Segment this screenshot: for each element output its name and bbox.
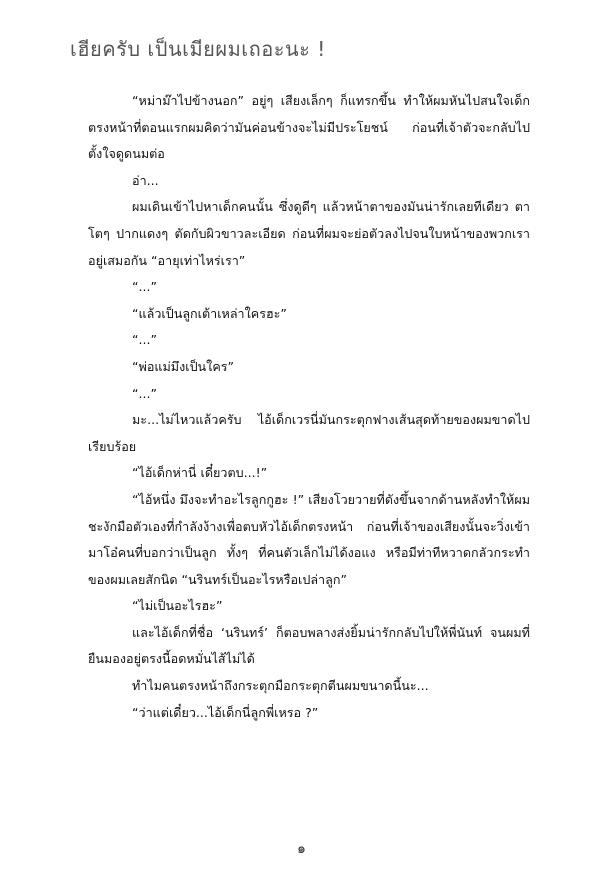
- paragraph: ผมเดินเข้าไปหาเด็กคนนั้น ซึ่งดูดีๆ แล้วหน้าตาของมันน่ารักเลยทีเดียว ตาโตๆ ปากแดงๆ ตัดกับผิวขาวละเอียด ก่อนที่ผมจะย่อตัวลงไปจนใบหน้าของพวกเราอยู่เสมอกัน “อายุเท่าไหร่เรา”: [88, 199, 530, 268]
- page-number: ๑: [297, 841, 306, 857]
- paragraph: “ไอ้เด็กห่านี่ เดี๋ยวตบ...!”: [132, 465, 268, 481]
- paragraph: “แล้วเป็นลูกเต้าเหล่าใครฮะ”: [132, 305, 287, 321]
- running-header: เฮียครับ เป็นเมียผมเถอะนะ !: [70, 37, 326, 61]
- paragraph: “ว่าแต่เดี๋ยว...ไอ้เด็กนี่ลูกพี่เหรอ ?”: [132, 704, 319, 720]
- paragraph: มะ...ไม่ไหวแล้วครับ ไอ้เด็กเวรนี่มันกระตุกฟางเส้นสุดท้ายของผมขาดไปเรียบร้อย: [88, 412, 530, 454]
- paragraph: อ่า...: [132, 172, 159, 188]
- paragraph: “...”: [132, 385, 158, 401]
- body-text: [88, 88, 530, 726]
- paragraph: “...”: [132, 279, 158, 295]
- paragraph: “...”: [132, 332, 158, 348]
- paragraph: “ไอ้หนึ่ง มึงจะทำอะไรลูกกูฮะ !” เสียงโวยวายที่ดังขึ้นจากด้านหลังทำให้ผมชะงักมือตัวเองที่กำลังง้างเพื่อตบหัวไอ้เด็กตรงหน้า ก่อนที่เจ้าของเสียงนั้นจะวิ่งเข้ามาโอ๋คนที่บอกว่าเป็นลูก ทั้งๆ ที่คนตัวเล็กไม่ได้งอแง หรือมีท่าทีหวาดกลัวกระทำของผมเลยสักนิด “นรินทร์เป็นอะไรหรือเปล่าลูก”: [88, 491, 530, 587]
- paragraph: “ไม่เป็นอะไรฮะ”: [132, 598, 223, 614]
- paragraph: “พ่อแม่มึงเป็นใคร”: [132, 358, 235, 374]
- paragraph: และไอ้เด็กที่ชื่อ ‘นรินทร์’ ก็ตอบพลางส่งยิ้มน่ารักกลับไปให้พี่นันท์ จนผมที่ยืนมองอยู่ตรงนี้อดหมั่นไส้ไม่ได้: [88, 624, 530, 667]
- paragraph: “หม่าม๊าไปข้างนอก” อยู่ๆ เสียงเล็กๆ ก็แทรกขึ้น ทำให้ผมหันไปสนใจเด็กตรงหน้าที่ตอนแรกผมคิดว่ามันค่อนข้างจะไม่มีประโยชน์ ก่อนที่เจ้าตัวจะกลับไปตั้งใจดูดนมต่อ: [88, 93, 530, 162]
- paragraph: ทำไมคนตรงหน้าถึงกระตุกมือกระตุกตีนผมขนาดนี้นะ...: [132, 678, 429, 694]
